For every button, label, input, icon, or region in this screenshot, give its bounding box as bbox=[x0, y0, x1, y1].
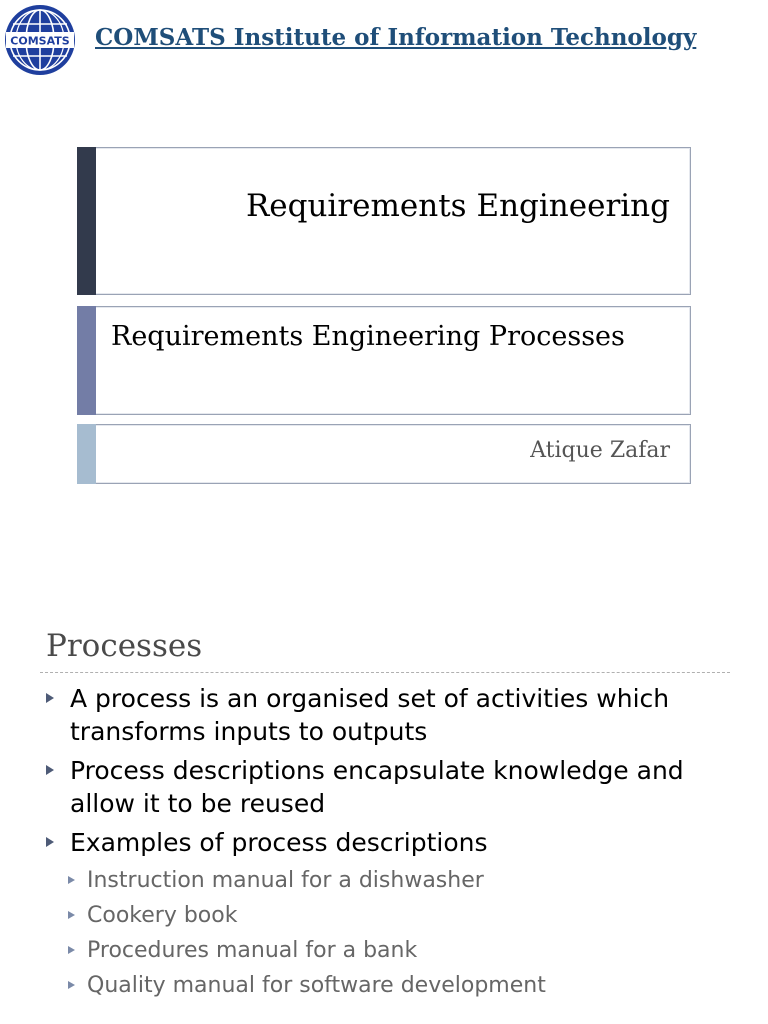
sub-bullet-list bbox=[66, 863, 744, 1003]
triangle-bullet-icon bbox=[46, 765, 54, 775]
header bbox=[0, 0, 768, 90]
course-title-box bbox=[77, 147, 691, 295]
sub-bullet-text: Instruction manual for a dishwasher bbox=[87, 868, 484, 893]
bullet-text: Process descriptions encapsulate knowledge and allow it to be reused bbox=[70, 756, 684, 818]
triangle-bullet-icon bbox=[68, 911, 75, 919]
list-item bbox=[44, 826, 744, 1003]
heading-divider bbox=[40, 672, 730, 673]
logo-text: COMSATS bbox=[10, 34, 70, 48]
section-heading: Processes bbox=[46, 628, 203, 664]
triangle-bullet-icon bbox=[46, 693, 54, 703]
list-item bbox=[44, 754, 744, 820]
accent-bar-mid bbox=[77, 306, 96, 415]
course-title: Requirements Engineering bbox=[245, 188, 670, 224]
sub-list-item bbox=[66, 968, 744, 1003]
bullet-text: A process is an organised set of activities which transforms inputs to outputs bbox=[70, 684, 670, 746]
lecture-title-box bbox=[77, 306, 691, 415]
sub-list-item bbox=[66, 863, 744, 898]
author-name: Atique Zafar bbox=[530, 438, 670, 463]
comsats-logo-icon bbox=[4, 4, 76, 76]
sub-list-item bbox=[66, 898, 744, 933]
triangle-bullet-icon bbox=[46, 837, 54, 847]
list-item bbox=[44, 682, 744, 748]
institute-name: COMSATS Institute of Information Technology bbox=[95, 24, 697, 51]
sub-bullet-text: Cookery book bbox=[87, 903, 238, 928]
triangle-bullet-icon bbox=[68, 981, 75, 989]
accent-bar-light bbox=[77, 424, 96, 484]
sub-list-item bbox=[66, 933, 744, 968]
lecture-title: Requirements Engineering Processes bbox=[111, 321, 625, 352]
sub-bullet-text: Procedures manual for a bank bbox=[87, 938, 418, 963]
bullet-text: Examples of process descriptions bbox=[70, 828, 488, 857]
triangle-bullet-icon bbox=[68, 946, 75, 954]
sub-bullet-text: Quality manual for software development bbox=[87, 973, 546, 998]
author-box bbox=[77, 424, 691, 484]
accent-bar-dark bbox=[77, 147, 96, 295]
bullet-list bbox=[44, 682, 744, 1009]
triangle-bullet-icon bbox=[68, 876, 75, 884]
